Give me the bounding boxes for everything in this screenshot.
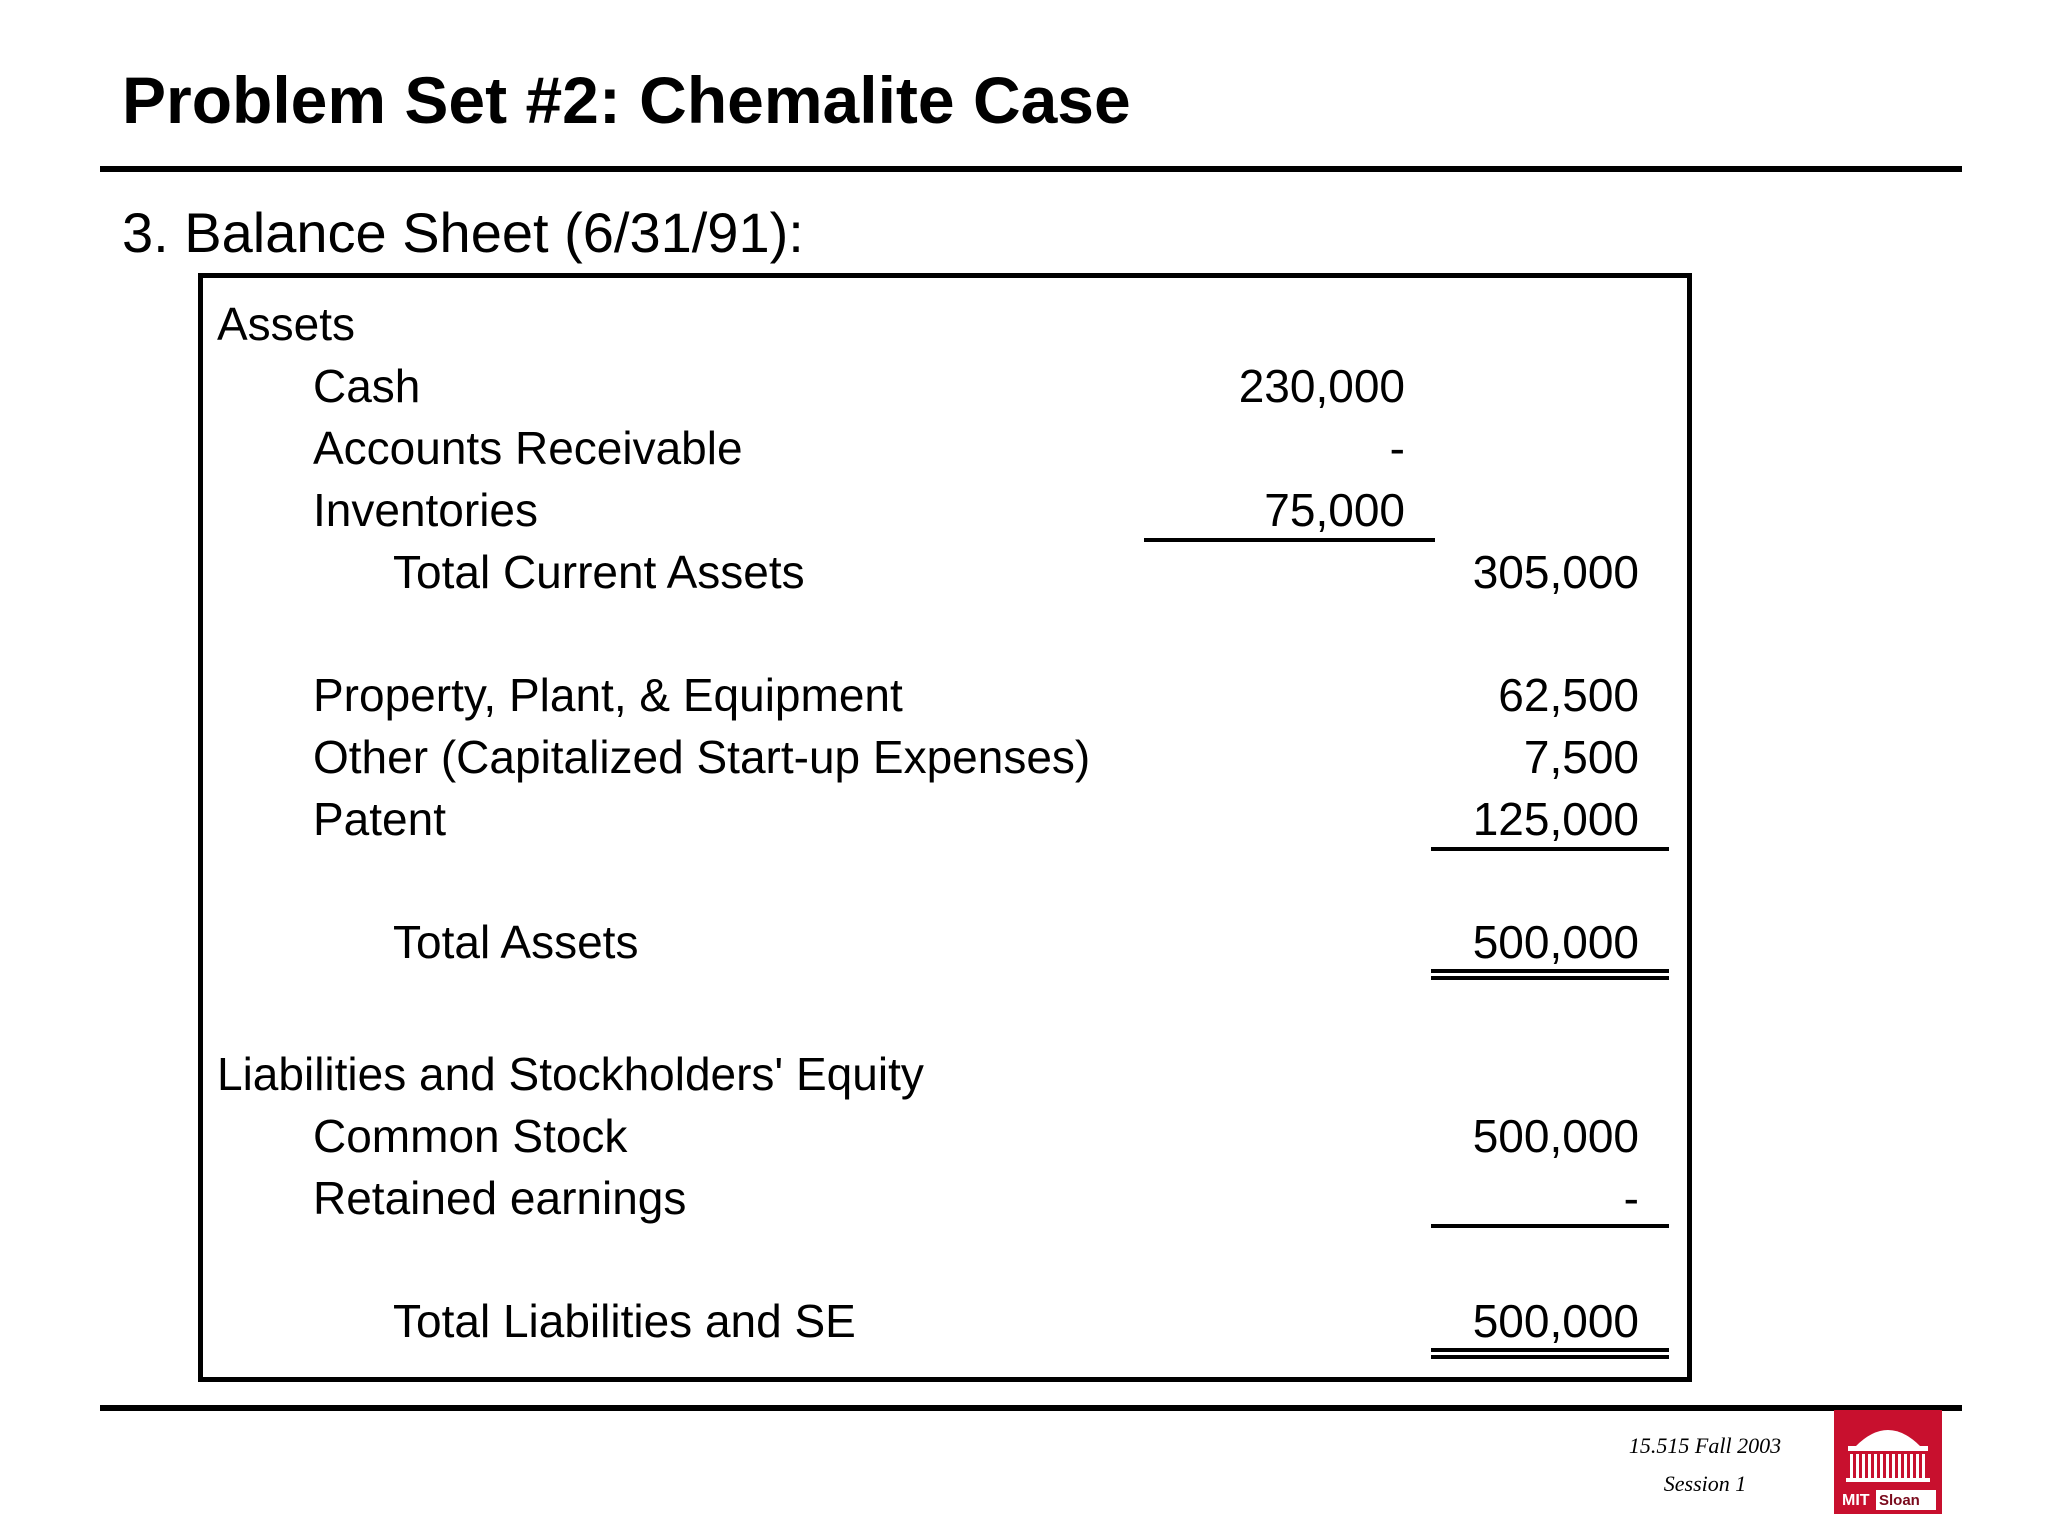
svg-text:MIT: MIT <box>1842 1492 1870 1509</box>
cash-label: Cash <box>313 360 421 412</box>
total-current-assets-amount: 305,000 <box>1472 546 1639 598</box>
inventories-amount: 75,000 <box>1264 484 1405 536</box>
total-current-assets-label: Total Current Assets <box>393 546 805 598</box>
total-liabilities-se-label: Total Liabilities and SE <box>393 1295 856 1347</box>
other-label: Other (Capitalized Start-up Expenses) <box>313 731 1091 783</box>
cash-amount: 230,000 <box>1238 360 1405 412</box>
top-divider <box>100 166 1962 172</box>
ppe-amount: 62,500 <box>1498 669 1639 721</box>
long-term-assets-underline <box>1431 847 1669 851</box>
balance-sheet-box <box>198 273 1692 1382</box>
accounts-receivable-amount: - <box>1389 422 1405 474</box>
svg-text:Sloan: Sloan <box>1879 1492 1920 1509</box>
other-amount: 7,500 <box>1523 731 1639 783</box>
ppe-label: Property, Plant, & Equipment <box>313 669 903 721</box>
bottom-divider <box>100 1405 1962 1411</box>
equity-underline <box>1431 1224 1669 1228</box>
total-assets-double-underline <box>1431 969 1669 980</box>
section-subtitle: 3. Balance Sheet (6/31/91): <box>122 201 804 264</box>
total-assets-amount: 500,000 <box>1472 916 1639 968</box>
patent-label: Patent <box>313 793 446 845</box>
retained-earnings-amount: - <box>1623 1172 1639 1224</box>
mit-sloan-logo <box>1834 1410 1942 1514</box>
dome-building-icon <box>1834 1410 1942 1514</box>
common-stock-amount: 500,000 <box>1472 1110 1639 1162</box>
total-assets-label: Total Assets <box>393 916 639 968</box>
assets-header: Assets <box>217 298 356 350</box>
current-assets-underline <box>1144 538 1435 542</box>
liabilities-equity-header: Liabilities and Stockholders' Equity <box>217 1048 924 1100</box>
patent-amount: 125,000 <box>1472 793 1639 845</box>
session-label: Session 1 <box>1663 1471 1747 1496</box>
common-stock-label: Common Stock <box>313 1110 628 1162</box>
total-liabilities-se-amount: 500,000 <box>1472 1295 1639 1347</box>
page-title: Problem Set #2: Chemalite Case <box>122 63 1131 137</box>
inventories-label: Inventories <box>313 484 539 536</box>
course-label: 15.515 Fall 2003 <box>1628 1433 1782 1458</box>
accounts-receivable-label: Accounts Receivable <box>313 422 743 474</box>
total-liabilities-se-double-underline <box>1431 1348 1669 1359</box>
retained-earnings-label: Retained earnings <box>313 1172 687 1224</box>
